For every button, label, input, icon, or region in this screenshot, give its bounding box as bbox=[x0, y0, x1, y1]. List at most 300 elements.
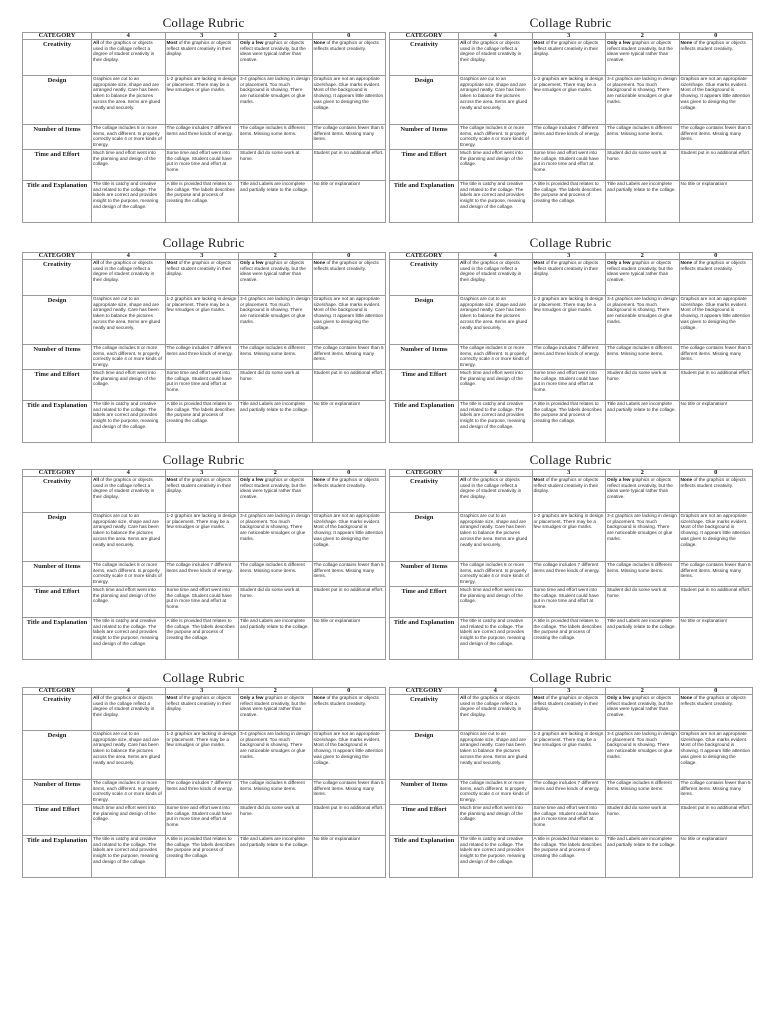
criteria-cell: The collage includes 8 or more items, each different. Is properly correctly scale 4 or more kinds of Energy. bbox=[459, 345, 533, 370]
criteria-cell: 1-2 graphics are lacking in design or placement. There may be a few smudges or glue marks. bbox=[532, 731, 606, 780]
rubric-row bbox=[390, 780, 753, 805]
criteria-cell: None of the graphics or objects reflects student creativity. bbox=[679, 695, 753, 731]
criteria-cell: The title is catchy and creative and related to the collage. The labels are correct and provides insight to the purpose, meaning and design of the collage. bbox=[92, 618, 166, 660]
rubric-row bbox=[390, 731, 753, 780]
criteria-cell: Much time and effort went into the planning and design of the collage. bbox=[459, 370, 533, 401]
criteria-cell: Student put in no additional effort. bbox=[679, 370, 753, 401]
header-row bbox=[23, 470, 386, 477]
rubric-title: Collage Rubric bbox=[162, 670, 245, 685]
score-header: 2 bbox=[239, 688, 313, 695]
criteria-cell: Most of the graphics or objects reflect student creativity in their display. bbox=[532, 40, 606, 76]
criteria-cell: Student did do some work at home. bbox=[606, 587, 680, 618]
criteria-cell: No title or explanation! bbox=[312, 836, 386, 878]
criteria-cell: Title and Labels are incomplete and partially relate to the collage. bbox=[239, 181, 313, 223]
criteria-cell: A title is provided that relates to the collage. The labels describes the purpose and process of creating the collage. bbox=[165, 618, 239, 660]
rubric-title: Collage Rubric bbox=[529, 15, 612, 30]
criteria-cell: A title is provided that relates to the collage. The labels describes the purpose and process of creating the collage. bbox=[165, 836, 239, 878]
category-label: Number of Items bbox=[390, 562, 459, 587]
header-row bbox=[23, 688, 386, 695]
criteria-cell: All of the graphics or objects used in the collage reflect a degree of student creativity in their display. bbox=[92, 695, 166, 731]
rubric-row bbox=[390, 125, 753, 150]
rubric-row bbox=[23, 695, 386, 731]
score-header: 3 bbox=[165, 688, 239, 695]
criteria-cell: The collage contains fewer than 5 different items. Missing many items. bbox=[679, 125, 753, 150]
criteria-cell: Graphics are not an appropriate size/shape. Glue marks evident. Most of the background is showing. It appears little attention was given to designing the collage. bbox=[312, 296, 386, 345]
score-header: 2 bbox=[239, 33, 313, 40]
rubric-row bbox=[390, 695, 753, 731]
score-header: 0 bbox=[312, 688, 386, 695]
score-header: 3 bbox=[532, 688, 606, 695]
category-label: Time and Effort bbox=[390, 150, 459, 181]
criteria-cell: Most of the graphics or objects reflect student creativity in their display. bbox=[532, 260, 606, 296]
score-header: 0 bbox=[312, 33, 386, 40]
criteria-cell: Graphics are cut to an appropriate size, shape and are arranged neatly. Care has been taken to balance the pictures across the area. Items are glued neatly and securely. bbox=[92, 76, 166, 125]
criteria-cell: Title and Labels are incomplete and partially relate to the collage. bbox=[606, 181, 680, 223]
criteria-cell: Student put in no additional effort. bbox=[312, 805, 386, 836]
criteria-cell: The collage contains fewer than 5 different items. Missing many items. bbox=[679, 345, 753, 370]
criteria-cell: 3-4 graphics are lacking in design or placement. Too much background is showing. There are noticeable smudges or glue marks. bbox=[606, 76, 680, 125]
rubric-row bbox=[23, 562, 386, 587]
category-label: Title and Explanation bbox=[390, 618, 459, 660]
criteria-cell: The title is catchy and creative and related to the collage. The labels are correct and provides insight to the purpose, meaning and design of the collage. bbox=[92, 181, 166, 223]
criteria-cell: Graphics are not an appropriate size/shape. Glue marks evident. Most of the background is showing. It appears little attention was given to designing the collage. bbox=[312, 76, 386, 125]
rubric-row bbox=[23, 40, 386, 76]
category-label: Creativity bbox=[23, 477, 92, 513]
score-header: 3 bbox=[165, 253, 239, 260]
category-label: Design bbox=[390, 76, 459, 125]
header-row bbox=[390, 688, 753, 695]
criteria-cell: All of the graphics or objects used in the collage reflect a degree of student creativity in their display. bbox=[92, 260, 166, 296]
rubric-row bbox=[23, 181, 386, 223]
score-header: 3 bbox=[532, 470, 606, 477]
rubric-title: Collage Rubric bbox=[529, 452, 612, 467]
rubric-row bbox=[390, 513, 753, 562]
criteria-cell: The collage includes 8 or more items, each different. Is properly correctly scale 4 or more kinds of Energy. bbox=[92, 345, 166, 370]
criteria-cell: 3-4 graphics are lacking in design or placement. Too much background is showing. There are noticeable smudges or glue marks. bbox=[239, 296, 313, 345]
criteria-cell: A title is provided that relates to the collage. The labels describes the purpose and process of creating the collage. bbox=[532, 836, 606, 878]
header-row bbox=[390, 253, 753, 260]
rubric-table bbox=[22, 687, 386, 878]
category-label: Design bbox=[23, 296, 92, 345]
rubric-copy bbox=[389, 234, 752, 443]
criteria-cell: The collage includes 8 or more items, each different. Is properly correctly scale 4 or more kinds of Energy. bbox=[459, 780, 533, 805]
rubric-row bbox=[390, 40, 753, 76]
category-label: Number of Items bbox=[23, 345, 92, 370]
criteria-cell: The collage includes 6 different items. Missing some items. bbox=[606, 562, 680, 587]
criteria-cell: Student put in no additional effort. bbox=[679, 805, 753, 836]
category-label: Title and Explanation bbox=[390, 181, 459, 223]
criteria-cell: 1-2 graphics are lacking in design or placement. There may be a few smudges or glue marks. bbox=[165, 296, 239, 345]
rubric-table bbox=[389, 687, 753, 878]
criteria-cell: Student did do some work at home. bbox=[606, 370, 680, 401]
rubric-title: Collage Rubric bbox=[162, 452, 245, 467]
rubric-table bbox=[389, 32, 753, 223]
criteria-cell: 1-2 graphics are lacking in design or placement. There may be a few smudges or glue marks. bbox=[532, 76, 606, 125]
criteria-cell: The collage contains fewer than 5 different items. Missing many items. bbox=[679, 562, 753, 587]
criteria-cell: Some time and effort went into the collage. Student could have put in more time and effort at home. bbox=[165, 805, 239, 836]
criteria-cell: Student did do some work at home. bbox=[239, 587, 313, 618]
category-label: Time and Effort bbox=[23, 150, 92, 181]
criteria-cell: Student put in no additional effort. bbox=[312, 370, 386, 401]
header-row bbox=[23, 253, 386, 260]
criteria-cell: Student put in no additional effort. bbox=[679, 587, 753, 618]
criteria-cell: Much time and effort went into the planning and design of the collage. bbox=[92, 150, 166, 181]
criteria-cell: The collage includes 8 or more items, each different. Is properly correctly scale 4 or more kinds of Energy. bbox=[459, 562, 533, 587]
score-header: 2 bbox=[606, 688, 680, 695]
criteria-cell: Graphics are cut to an appropriate size, shape and are arranged neatly. Care has been taken to balance the pictures across the area. Items are glued neatly and securely. bbox=[92, 731, 166, 780]
criteria-cell: The title is catchy and creative and related to the collage. The labels are correct and provides insight to the purpose, meaning and design of the collage. bbox=[459, 181, 533, 223]
criteria-cell: Some time and effort went into the collage. Student could have put in more time and effort at home. bbox=[532, 150, 606, 181]
score-header: 4 bbox=[459, 253, 533, 260]
rubric-table bbox=[22, 469, 386, 660]
category-header: CATEGORY bbox=[390, 688, 459, 695]
criteria-cell: No title or explanation! bbox=[679, 401, 753, 443]
score-header: 3 bbox=[165, 33, 239, 40]
rubric-row bbox=[23, 587, 386, 618]
criteria-cell: The title is catchy and creative and related to the collage. The labels are correct and provides insight to the purpose, meaning and design of the collage. bbox=[459, 836, 533, 878]
rubric-title: Collage Rubric bbox=[162, 15, 245, 30]
category-label: Number of Items bbox=[390, 125, 459, 150]
rubric-row bbox=[23, 260, 386, 296]
criteria-cell: Some time and effort went into the collage. Student could have put in more time and effort at home. bbox=[532, 805, 606, 836]
score-header: 4 bbox=[92, 688, 166, 695]
criteria-cell: Most of the graphics or objects reflect student creativity in their display. bbox=[532, 695, 606, 731]
rubric-row bbox=[23, 731, 386, 780]
rubric-table bbox=[389, 469, 753, 660]
rubric-row bbox=[390, 150, 753, 181]
criteria-cell: 1-2 graphics are lacking in design or placement. There may be a few smudges or glue marks. bbox=[165, 76, 239, 125]
rubric-copy bbox=[389, 669, 752, 878]
criteria-cell: A title is provided that relates to the collage. The labels describes the purpose and process of creating the collage. bbox=[532, 618, 606, 660]
criteria-cell: The collage contains fewer than 5 different items. Missing many items. bbox=[312, 780, 386, 805]
criteria-cell: Most of the graphics or objects reflect student creativity in their display. bbox=[165, 40, 239, 76]
score-header: 3 bbox=[532, 33, 606, 40]
criteria-cell: Title and Labels are incomplete and partially relate to the collage. bbox=[606, 836, 680, 878]
criteria-cell: Only a few graphics or objects reflect student creativity, but the ideas were typical rather than creative. bbox=[239, 260, 313, 296]
category-label: Number of Items bbox=[23, 562, 92, 587]
category-label: Design bbox=[390, 296, 459, 345]
criteria-cell: 3-4 graphics are lacking in design or placement. Too much background is showing. There are noticeable smudges or glue marks. bbox=[239, 76, 313, 125]
rubric-table bbox=[22, 32, 386, 223]
criteria-cell: The collage contains fewer than 5 different items. Missing many items. bbox=[312, 345, 386, 370]
rubric-row bbox=[390, 477, 753, 513]
category-header: CATEGORY bbox=[390, 470, 459, 477]
category-label: Number of Items bbox=[23, 780, 92, 805]
category-label: Time and Effort bbox=[390, 370, 459, 401]
criteria-cell: None of the graphics or objects reflects student creativity. bbox=[679, 40, 753, 76]
criteria-cell: None of the graphics or objects reflects student creativity. bbox=[312, 695, 386, 731]
criteria-cell: The collage includes 8 or more items, each different. Is properly correctly scale 4 or more kinds of Energy. bbox=[459, 125, 533, 150]
rubric-row bbox=[23, 836, 386, 878]
category-header: CATEGORY bbox=[390, 33, 459, 40]
criteria-cell: Graphics are cut to an appropriate size, shape and are arranged neatly. Care has been taken to balance the pictures across the area. Items are glued neatly and securely. bbox=[92, 513, 166, 562]
criteria-cell: Student put in no additional effort. bbox=[312, 587, 386, 618]
criteria-cell: None of the graphics or objects reflects student creativity. bbox=[312, 40, 386, 76]
category-label: Design bbox=[23, 513, 92, 562]
criteria-cell: Only a few graphics or objects reflect student creativity, but the ideas were typical rather than creative. bbox=[239, 477, 313, 513]
criteria-cell: Student put in no additional effort. bbox=[679, 150, 753, 181]
criteria-cell: The title is catchy and creative and related to the collage. The labels are correct and provides insight to the purpose, meaning and design of the collage. bbox=[459, 618, 533, 660]
category-label: Title and Explanation bbox=[23, 401, 92, 443]
criteria-cell: Graphics are cut to an appropriate size, shape and are arranged neatly. Care has been taken to balance the pictures across the area. Items are glued neatly and securely. bbox=[459, 513, 533, 562]
rubric-row bbox=[390, 181, 753, 223]
criteria-cell: Student put in no additional effort. bbox=[312, 150, 386, 181]
criteria-cell: A title is provided that relates to the collage. The labels describes the purpose and process of creating the collage. bbox=[532, 181, 606, 223]
criteria-cell: No title or explanation! bbox=[312, 618, 386, 660]
category-label: Creativity bbox=[23, 695, 92, 731]
criteria-cell: All of the graphics or objects used in the collage reflect a degree of student creativity in their display. bbox=[459, 260, 533, 296]
criteria-cell: The title is catchy and creative and related to the collage. The labels are correct and provides insight to the purpose, meaning and design of the collage. bbox=[459, 401, 533, 443]
score-header: 4 bbox=[459, 688, 533, 695]
criteria-cell: No title or explanation! bbox=[679, 618, 753, 660]
criteria-cell: Some time and effort went into the collage. Student could have put in more time and effort at home. bbox=[165, 370, 239, 401]
category-label: Number of Items bbox=[390, 345, 459, 370]
score-header: 0 bbox=[679, 688, 753, 695]
criteria-cell: 1-2 graphics are lacking in design or placement. There may be a few smudges or glue marks. bbox=[165, 513, 239, 562]
criteria-cell: Title and Labels are incomplete and partially relate to the collage. bbox=[239, 836, 313, 878]
rubric-row bbox=[23, 513, 386, 562]
category-label: Creativity bbox=[23, 260, 92, 296]
score-header: 2 bbox=[606, 253, 680, 260]
criteria-cell: A title is provided that relates to the collage. The labels describes the purpose and process of creating the collage. bbox=[532, 401, 606, 443]
criteria-cell: Graphics are not an appropriate size/shape. Glue marks evident. Most of the background is showing. It appears little attention was given to designing the collage. bbox=[679, 513, 753, 562]
criteria-cell: No title or explanation! bbox=[679, 836, 753, 878]
category-label: Time and Effort bbox=[390, 805, 459, 836]
criteria-cell: Some time and effort went into the collage. Student could have put in more time and effort at home. bbox=[532, 587, 606, 618]
criteria-cell: Student did do some work at home. bbox=[239, 150, 313, 181]
rubric-copy bbox=[389, 451, 752, 660]
criteria-cell: Graphics are not an appropriate size/shape. Glue marks evident. Most of the background is showing. It appears little attention was given to designing the collage. bbox=[679, 76, 753, 125]
rubric-row bbox=[390, 805, 753, 836]
criteria-cell: Student did do some work at home. bbox=[606, 150, 680, 181]
criteria-cell: Graphics are cut to an appropriate size, shape and are arranged neatly. Care has been taken to balance the pictures across the area. Items are glued neatly and securely. bbox=[459, 76, 533, 125]
rubric-row bbox=[23, 618, 386, 660]
criteria-cell: Student did do some work at home. bbox=[239, 805, 313, 836]
category-label: Time and Effort bbox=[23, 805, 92, 836]
category-label: Title and Explanation bbox=[390, 401, 459, 443]
criteria-cell: The collage includes 7 different items and three kinds of energy. bbox=[165, 780, 239, 805]
category-label: Number of Items bbox=[23, 125, 92, 150]
criteria-cell: Some time and effort went into the collage. Student could have put in more time and effort at home. bbox=[165, 150, 239, 181]
criteria-cell: 1-2 graphics are lacking in design or placement. There may be a few smudges or glue marks. bbox=[532, 296, 606, 345]
criteria-cell: Only a few graphics or objects reflect student creativity, but the ideas were typical rather than creative. bbox=[606, 695, 680, 731]
rubric-row bbox=[390, 618, 753, 660]
score-header: 4 bbox=[92, 33, 166, 40]
category-header: CATEGORY bbox=[390, 253, 459, 260]
score-header: 2 bbox=[606, 470, 680, 477]
rubric-row bbox=[23, 805, 386, 836]
score-header: 0 bbox=[312, 253, 386, 260]
criteria-cell: Most of the graphics or objects reflect student creativity in their display. bbox=[165, 260, 239, 296]
score-header: 4 bbox=[459, 470, 533, 477]
criteria-cell: Title and Labels are incomplete and partially relate to the collage. bbox=[606, 401, 680, 443]
rubric-copy bbox=[22, 234, 385, 443]
criteria-cell: Graphics are cut to an appropriate size, shape and are arranged neatly. Care has been taken to balance the pictures across the area. Items are glued neatly and securely. bbox=[459, 296, 533, 345]
criteria-cell: Graphics are cut to an appropriate size, shape and are arranged neatly. Care has been taken to balance the pictures across the area. Items are glued neatly and securely. bbox=[92, 296, 166, 345]
header-row bbox=[390, 470, 753, 477]
criteria-cell: No title or explanation! bbox=[312, 181, 386, 223]
criteria-cell: Graphics are not an appropriate size/shape. Glue marks evident. Most of the background is showing. It appears little attention was given to designing the collage. bbox=[679, 296, 753, 345]
score-header: 4 bbox=[92, 253, 166, 260]
criteria-cell: Much time and effort went into the planning and design of the collage. bbox=[92, 805, 166, 836]
rubric-row bbox=[390, 562, 753, 587]
category-label: Creativity bbox=[390, 695, 459, 731]
criteria-cell: Some time and effort went into the collage. Student could have put in more time and effort at home. bbox=[165, 587, 239, 618]
criteria-cell: The collage includes 7 different items and three kinds of energy. bbox=[165, 562, 239, 587]
criteria-cell: Most of the graphics or objects reflect student creativity in their display. bbox=[165, 477, 239, 513]
category-label: Design bbox=[23, 731, 92, 780]
rubric-copy bbox=[22, 451, 385, 660]
score-header: 0 bbox=[679, 33, 753, 40]
criteria-cell: The collage includes 8 or more items, each different. Is properly correctly scale 4 or more kinds of Energy. bbox=[92, 562, 166, 587]
criteria-cell: Much time and effort went into the planning and design of the collage. bbox=[459, 587, 533, 618]
rubric-title: Collage Rubric bbox=[529, 235, 612, 250]
criteria-cell: Graphics are not an appropriate size/shape. Glue marks evident. Most of the background is showing. It appears little attention was given to designing the collage. bbox=[679, 731, 753, 780]
rubric-row bbox=[390, 836, 753, 878]
rubric-row bbox=[23, 125, 386, 150]
rubric-title: Collage Rubric bbox=[162, 235, 245, 250]
criteria-cell: The collage includes 7 different items and three kinds of energy. bbox=[532, 562, 606, 587]
rubric-title: Collage Rubric bbox=[529, 670, 612, 685]
criteria-cell: The collage includes 6 different items. Missing some items. bbox=[239, 345, 313, 370]
score-header: 2 bbox=[239, 470, 313, 477]
criteria-cell: Title and Labels are incomplete and partially relate to the collage. bbox=[239, 618, 313, 660]
criteria-cell: A title is provided that relates to the collage. The labels describes the purpose and process of creating the collage. bbox=[165, 181, 239, 223]
category-label: Design bbox=[390, 731, 459, 780]
rubric-row bbox=[23, 76, 386, 125]
category-label: Time and Effort bbox=[23, 587, 92, 618]
rubric-table bbox=[389, 252, 753, 443]
criteria-cell: 1-2 graphics are lacking in design or placement. There may be a few smudges or glue marks. bbox=[165, 731, 239, 780]
category-label: Title and Explanation bbox=[23, 618, 92, 660]
category-label: Creativity bbox=[390, 260, 459, 296]
criteria-cell: 3-4 graphics are lacking in design or placement. Too much background is showing. There are noticeable smudges or glue marks. bbox=[606, 731, 680, 780]
rubric-row bbox=[23, 401, 386, 443]
category-label: Number of Items bbox=[390, 780, 459, 805]
rubric-row bbox=[390, 370, 753, 401]
criteria-cell: The collage includes 7 different items and three kinds of energy. bbox=[532, 125, 606, 150]
rubric-row bbox=[23, 296, 386, 345]
rubric-row bbox=[23, 370, 386, 401]
criteria-cell: The collage includes 6 different items. Missing some items. bbox=[606, 345, 680, 370]
score-header: 2 bbox=[239, 253, 313, 260]
criteria-cell: No title or explanation! bbox=[679, 181, 753, 223]
category-label: Title and Explanation bbox=[23, 836, 92, 878]
rubric-row bbox=[23, 345, 386, 370]
category-header: CATEGORY bbox=[23, 253, 92, 260]
category-label: Design bbox=[23, 76, 92, 125]
criteria-cell: Title and Labels are incomplete and partially relate to the collage. bbox=[606, 618, 680, 660]
criteria-cell: Graphics are not an appropriate size/shape. Glue marks evident. Most of the background is showing. It appears little attention was given to designing the collage. bbox=[312, 731, 386, 780]
criteria-cell: The collage includes 8 or more items, each different. Is properly correctly scale 4 or more kinds of Energy. bbox=[92, 125, 166, 150]
criteria-cell: The collage includes 7 different items and three kinds of energy. bbox=[532, 780, 606, 805]
criteria-cell: The collage contains fewer than 5 different items. Missing many items. bbox=[312, 125, 386, 150]
criteria-cell: 3-4 graphics are lacking in design or placement. Too much background is showing. There are noticeable smudges or glue marks. bbox=[239, 513, 313, 562]
criteria-cell: The title is catchy and creative and related to the collage. The labels are correct and provides insight to the purpose, meaning and design of the collage. bbox=[92, 401, 166, 443]
criteria-cell: The collage includes 7 different items and three kinds of energy. bbox=[165, 125, 239, 150]
criteria-cell: The collage includes 7 different items and three kinds of energy. bbox=[165, 345, 239, 370]
criteria-cell: Only a few graphics or objects reflect student creativity, but the ideas were typical rather than creative. bbox=[606, 260, 680, 296]
criteria-cell: Much time and effort went into the planning and design of the collage. bbox=[92, 370, 166, 401]
header-row bbox=[390, 33, 753, 40]
rubric-row bbox=[390, 587, 753, 618]
category-label: Creativity bbox=[23, 40, 92, 76]
score-header: 3 bbox=[165, 470, 239, 477]
score-header: 4 bbox=[459, 33, 533, 40]
criteria-cell: None of the graphics or objects reflects student creativity. bbox=[312, 477, 386, 513]
rubric-row bbox=[390, 76, 753, 125]
criteria-cell: The collage includes 6 different items. Missing some items. bbox=[239, 562, 313, 587]
rubric-row bbox=[390, 260, 753, 296]
criteria-cell: None of the graphics or objects reflects student creativity. bbox=[312, 260, 386, 296]
criteria-cell: Much time and effort went into the planning and design of the collage. bbox=[459, 805, 533, 836]
criteria-cell: A title is provided that relates to the collage. The labels describes the purpose and process of creating the collage. bbox=[165, 401, 239, 443]
criteria-cell: Student did do some work at home. bbox=[239, 370, 313, 401]
criteria-cell: The collage includes 6 different items. Missing some items. bbox=[239, 125, 313, 150]
criteria-cell: Only a few graphics or objects reflect student creativity, but the ideas were typical rather than creative. bbox=[239, 695, 313, 731]
rubric-copy bbox=[22, 14, 385, 223]
category-label: Creativity bbox=[390, 40, 459, 76]
criteria-cell: All of the graphics or objects used in the collage reflect a degree of student creativity in their display. bbox=[459, 40, 533, 76]
criteria-cell: Student did do some work at home. bbox=[606, 805, 680, 836]
category-label: Title and Explanation bbox=[23, 181, 92, 223]
criteria-cell: The collage contains fewer than 5 different items. Missing many items. bbox=[679, 780, 753, 805]
score-header: 3 bbox=[532, 253, 606, 260]
criteria-cell: Only a few graphics or objects reflect student creativity, but the ideas were typical rather than creative. bbox=[606, 477, 680, 513]
rubric-row bbox=[390, 296, 753, 345]
criteria-cell: Graphics are cut to an appropriate size, shape and are arranged neatly. Care has been taken to balance the pictures across the area. Items are glued neatly and securely. bbox=[459, 731, 533, 780]
criteria-cell: All of the graphics or objects used in the collage reflect a degree of student creativity in their display. bbox=[92, 477, 166, 513]
rubric-row bbox=[390, 345, 753, 370]
score-header: 0 bbox=[312, 470, 386, 477]
criteria-cell: Title and Labels are incomplete and partially relate to the collage. bbox=[239, 401, 313, 443]
criteria-cell: The title is catchy and creative and related to the collage. The labels are correct and provides insight to the purpose, meaning and design of the collage. bbox=[92, 836, 166, 878]
criteria-cell: The collage includes 6 different items. Missing some items. bbox=[606, 125, 680, 150]
criteria-cell: None of the graphics or objects reflects student creativity. bbox=[679, 260, 753, 296]
category-label: Time and Effort bbox=[390, 587, 459, 618]
criteria-cell: Only a few graphics or objects reflect student creativity, but the ideas were typical rather than creative. bbox=[239, 40, 313, 76]
criteria-cell: Graphics are not an appropriate size/shape. Glue marks evident. Most of the background is showing. It appears little attention was given to designing the collage. bbox=[312, 513, 386, 562]
criteria-cell: Most of the graphics or objects reflect student creativity in their display. bbox=[165, 695, 239, 731]
category-header: CATEGORY bbox=[23, 688, 92, 695]
rubric-copy bbox=[389, 14, 752, 223]
criteria-cell: The collage includes 7 different items and three kinds of energy. bbox=[532, 345, 606, 370]
category-label: Time and Effort bbox=[23, 370, 92, 401]
rubric-row bbox=[23, 780, 386, 805]
criteria-cell: None of the graphics or objects reflects student creativity. bbox=[679, 477, 753, 513]
criteria-cell: 3-4 graphics are lacking in design or placement. Too much background is showing. There are noticeable smudges or glue marks. bbox=[606, 296, 680, 345]
score-header: 4 bbox=[92, 470, 166, 477]
criteria-cell: Some time and effort went into the collage. Student could have put in more time and effort at home. bbox=[532, 370, 606, 401]
criteria-cell: The collage includes 6 different items. Missing some items. bbox=[239, 780, 313, 805]
header-row bbox=[23, 33, 386, 40]
criteria-cell: All of the graphics or objects used in the collage reflect a degree of student creativity in their display. bbox=[459, 477, 533, 513]
criteria-cell: 3-4 graphics are lacking in design or placement. Too much background is showing. There are noticeable smudges or glue marks. bbox=[606, 513, 680, 562]
category-header: CATEGORY bbox=[23, 33, 92, 40]
rubric-table bbox=[22, 252, 386, 443]
criteria-cell: The collage contains fewer than 5 different items. Missing many items. bbox=[312, 562, 386, 587]
criteria-cell: Most of the graphics or objects reflect student creativity in their display. bbox=[532, 477, 606, 513]
category-label: Design bbox=[390, 513, 459, 562]
score-header: 2 bbox=[606, 33, 680, 40]
criteria-cell: 1-2 graphics are lacking in design or placement. There may be a few smudges or glue marks. bbox=[532, 513, 606, 562]
rubric-row bbox=[23, 150, 386, 181]
rubric-row bbox=[23, 477, 386, 513]
criteria-cell: 3-4 graphics are lacking in design or placement. Too much background is showing. There are noticeable smudges or glue marks. bbox=[239, 731, 313, 780]
criteria-cell: Only a few graphics or objects reflect student creativity, but the ideas were typical rather than creative. bbox=[606, 40, 680, 76]
score-header: 0 bbox=[679, 470, 753, 477]
criteria-cell: No title or explanation! bbox=[312, 401, 386, 443]
